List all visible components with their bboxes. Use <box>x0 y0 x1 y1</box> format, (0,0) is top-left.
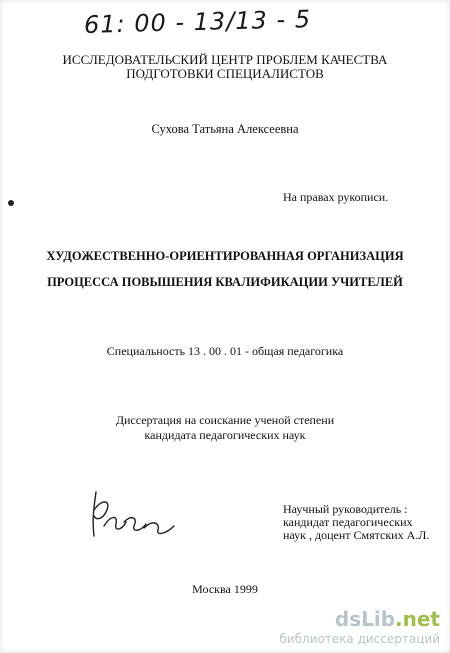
dslib-watermark[interactable] <box>279 607 440 646</box>
institution-line-1: ИССЛЕДОВАТЕЛЬСКИЙ ЦЕНТР ПРОБЛЕМ КАЧЕСТВА <box>62 52 388 67</box>
institution-line-2: ПОДГОТОВКИ СПЕЦИАЛИСТОВ <box>126 66 324 81</box>
title-line-2: ПРОЦЕССА ПОВЫШЕНИЯ КВАЛИФИКАЦИИ УЧИТЕЛЕЙ <box>47 275 403 289</box>
advisor-line-3: наук , доцент Смятских А.Л. <box>283 528 430 542</box>
handwritten-archive-code: 61: 00 - 13/13 - 5 <box>83 5 312 39</box>
city-year: Москва 1999 <box>192 582 258 596</box>
scientific-advisor <box>283 503 429 542</box>
degree-line-1: Диссертация на соискание ученой степени <box>115 413 335 427</box>
title-line-1: ХУДОЖЕСТВЕННО-ОРИЕНТИРОВАННАЯ ОРГАНИЗАЦИЯ <box>46 249 404 263</box>
watermark-logo-tld: .net <box>395 607 440 631</box>
watermark-logo-main: dsLib <box>334 607 396 631</box>
author-name: Сухова Татьяна Алексеевна <box>151 122 299 136</box>
rights-note: На правах рукописи. <box>283 190 389 204</box>
degree-line-2: кандидата педагогических наук <box>144 428 306 442</box>
watermark-logo <box>279 607 440 631</box>
scan-punch-mark <box>8 200 14 206</box>
institution-name <box>0 53 450 81</box>
specialty-line: Специальность 13 . 00 . 01 - общая педагогика <box>106 344 344 358</box>
advisor-line-1: Научный руководитель : <box>283 502 408 516</box>
handwritten-signature <box>88 486 178 546</box>
advisor-line-2: кандидат педагогических <box>283 515 413 529</box>
dissertation-title <box>0 243 450 295</box>
watermark-subtitle: библиотека диссертаций <box>279 632 440 646</box>
dissertation-degree <box>0 413 450 443</box>
